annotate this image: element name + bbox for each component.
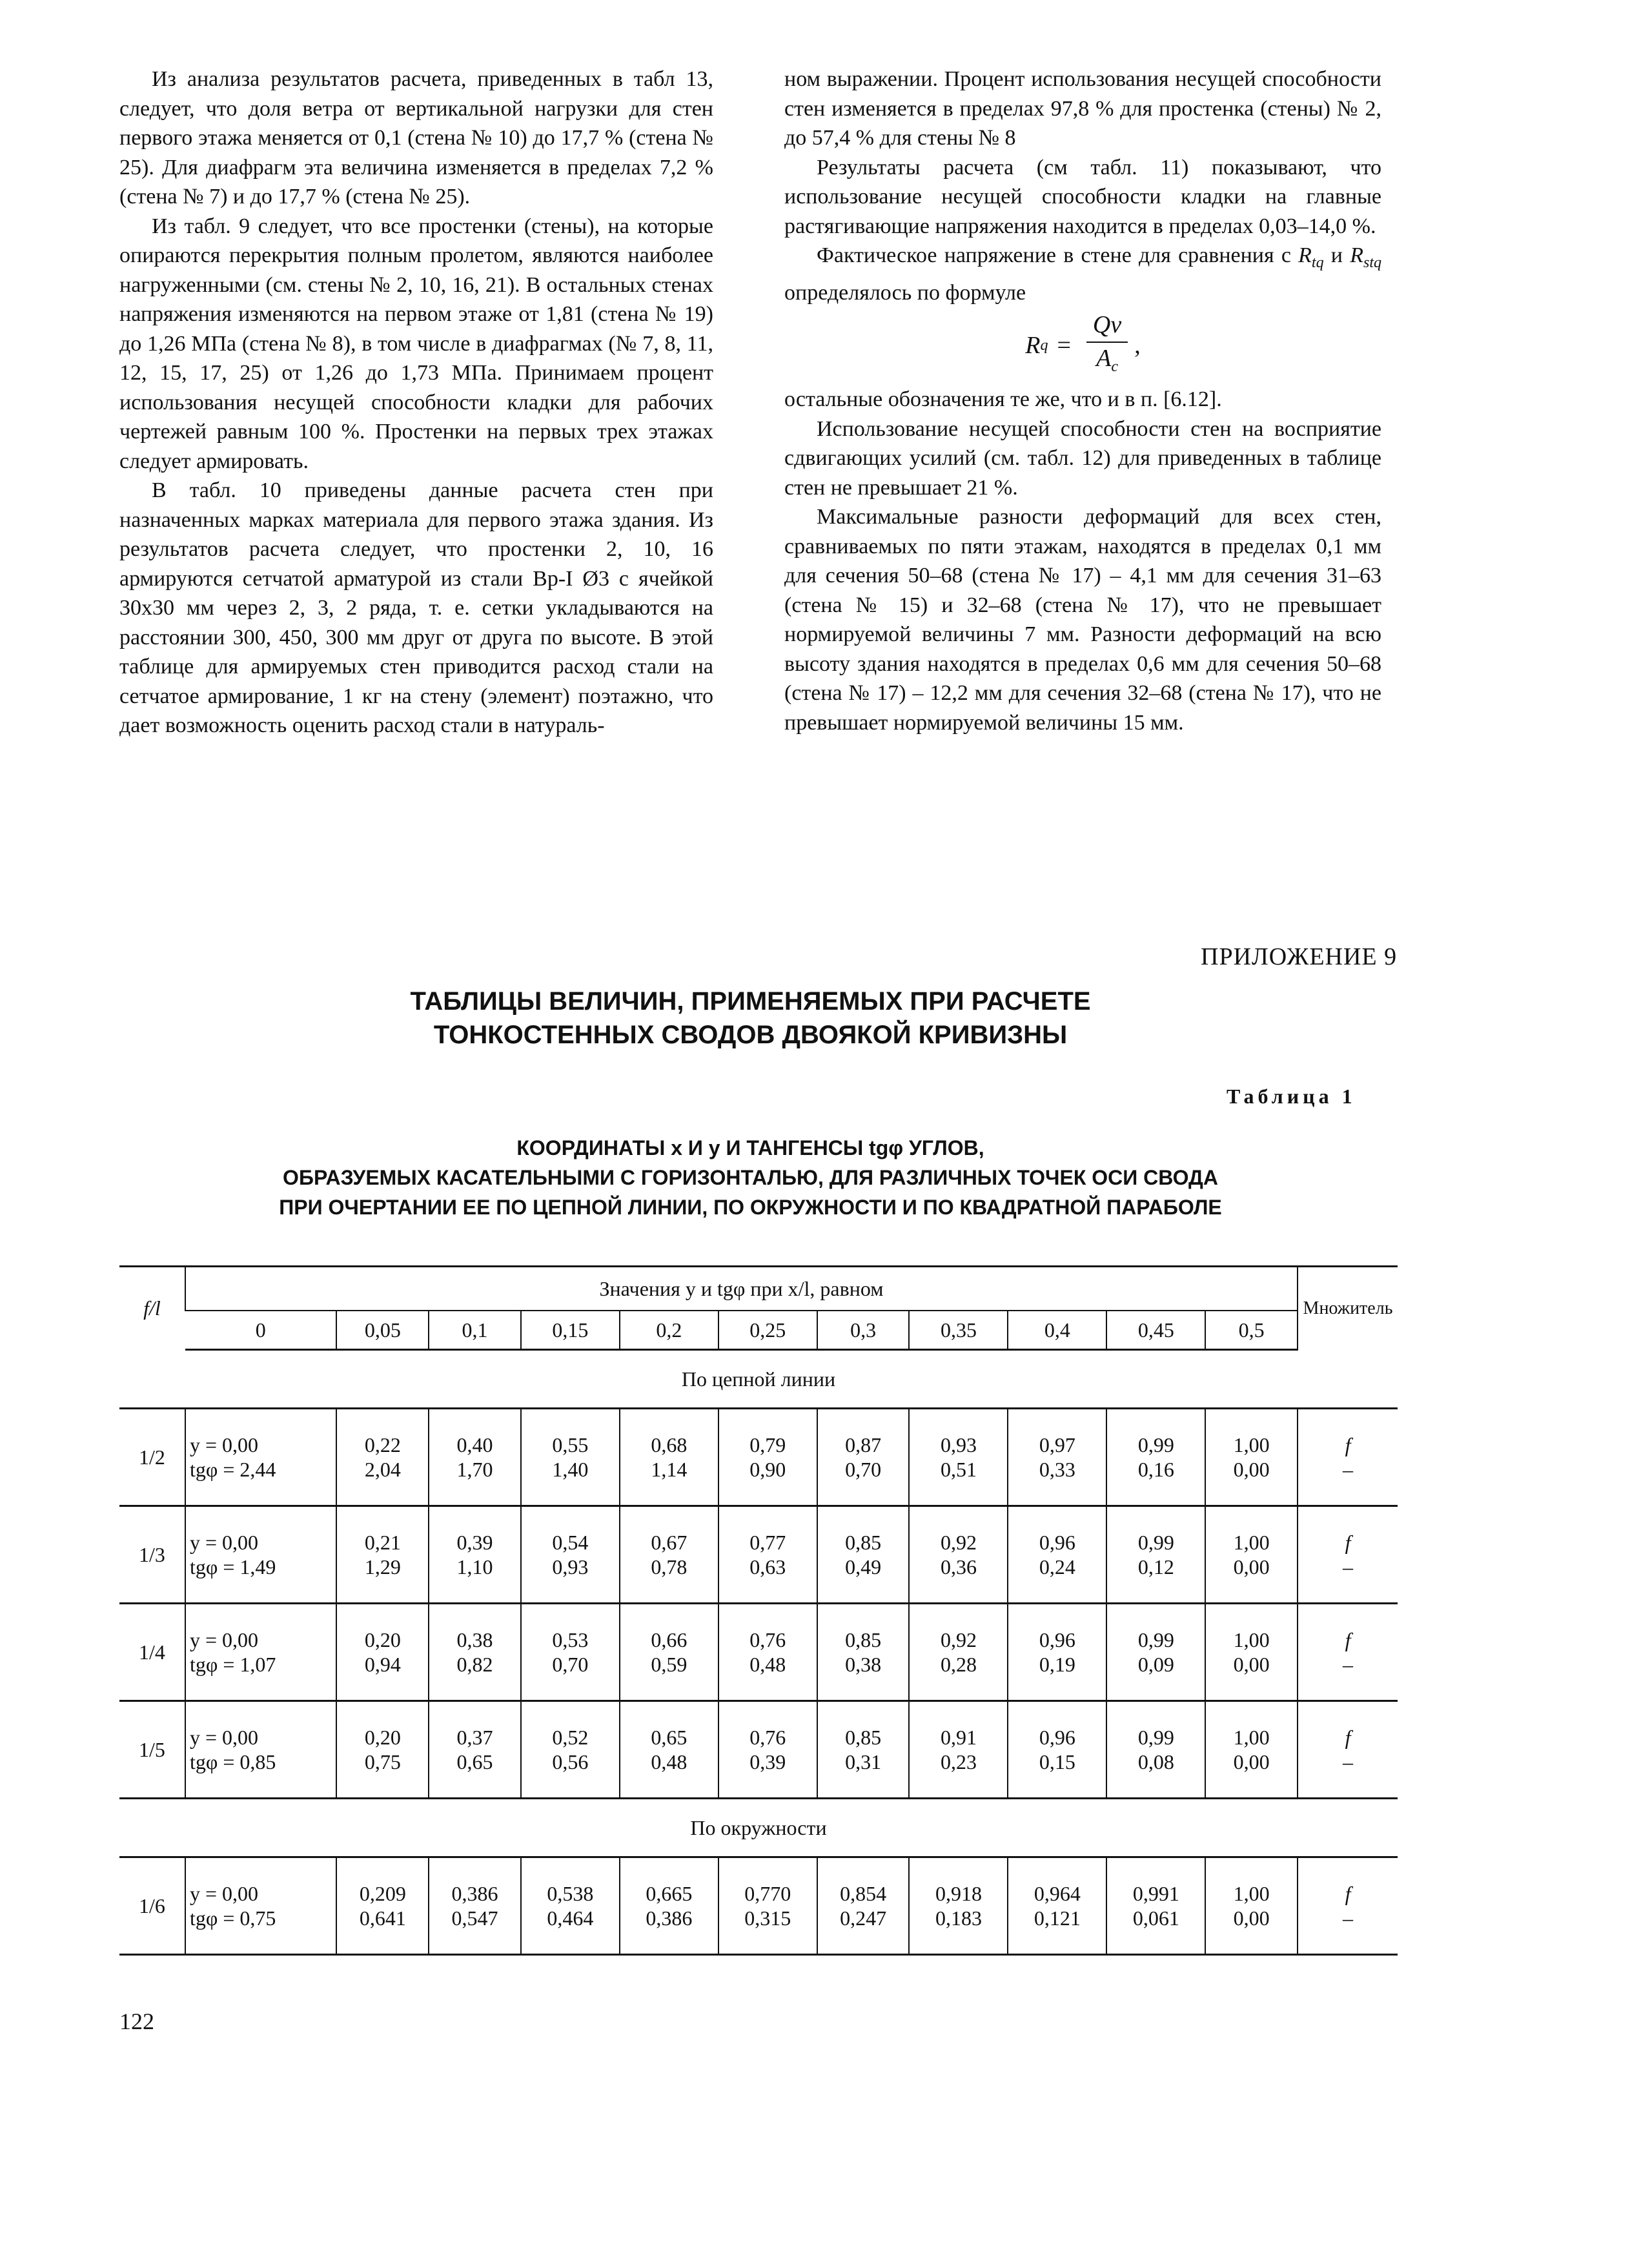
y-value: 0,38 <box>456 1628 493 1651</box>
y-value: 0,54 <box>552 1531 589 1554</box>
y-value: 0,52 <box>552 1726 589 1749</box>
value-cell <box>1106 1506 1205 1604</box>
value-cell <box>1205 1857 1298 1955</box>
value-cell <box>620 1409 718 1506</box>
value-cell <box>185 1604 337 1701</box>
value-cell <box>1008 1506 1106 1604</box>
tg-value: 0,641 <box>359 1906 406 1930</box>
value-cell <box>185 1701 337 1799</box>
tg-value: 2,04 <box>364 1458 401 1481</box>
table-row <box>119 1604 1398 1701</box>
tg-value: 0,94 <box>364 1653 401 1676</box>
section-title-line: ТОНКОСТЕННЫХ СВОДОВ ДВОЯКОЙ КРИВИЗНЫ <box>433 1021 1068 1049</box>
formula-denominator <box>1090 343 1125 382</box>
value-cell <box>1008 1857 1106 1955</box>
value-cell <box>909 1857 1008 1955</box>
value-cell <box>336 1604 429 1701</box>
symbol-r: R <box>1298 243 1312 267</box>
y-value: 0,85 <box>845 1628 882 1651</box>
table-caption <box>119 1133 1381 1222</box>
tg-value: 0,39 <box>749 1750 786 1773</box>
tg-value: 1,29 <box>364 1555 401 1578</box>
tg-value: 0,70 <box>552 1653 589 1676</box>
y-value: 0,76 <box>749 1726 786 1749</box>
y-value: 0,68 <box>651 1433 688 1456</box>
tg-value: 0,38 <box>845 1653 882 1676</box>
fl-value: 1/6 <box>139 1894 165 1917</box>
value-cell <box>185 1857 337 1955</box>
column-header: 0,25 <box>718 1311 817 1350</box>
column-header: 0,5 <box>1205 1311 1298 1350</box>
y-value: 0,40 <box>456 1433 493 1456</box>
tg-value: 1,14 <box>651 1458 688 1481</box>
y-value: 0,209 <box>359 1882 406 1905</box>
tg-value: 0,31 <box>845 1750 882 1773</box>
y-value: 0,99 <box>1137 1531 1174 1554</box>
multiplier-value: f <box>1345 1531 1351 1554</box>
value-cell <box>620 1701 718 1799</box>
value-cell <box>429 1604 521 1701</box>
column-header: 0,4 <box>1008 1311 1106 1350</box>
tg-value: 0,63 <box>749 1555 786 1578</box>
tg-value: 0,00 <box>1233 1555 1270 1578</box>
tg-value: tgφ = 0,85 <box>189 1750 276 1773</box>
paragraph-text: определялось по формуле <box>784 280 1026 305</box>
table-row <box>119 1506 1398 1604</box>
value-cell <box>185 1506 337 1604</box>
multiplier-cell <box>1298 1409 1398 1506</box>
tg-value: 0,51 <box>940 1458 977 1481</box>
value-cell <box>429 1701 521 1799</box>
y-value: 0,665 <box>646 1882 693 1905</box>
multiplier-cell <box>1298 1604 1398 1701</box>
y-value: 0,964 <box>1034 1882 1081 1905</box>
value-cell <box>817 1701 910 1799</box>
symbol-subscript: tq <box>1311 254 1324 271</box>
y-value: 0,918 <box>935 1882 982 1905</box>
appendix-heading: ПРИЛОЖЕНИЕ 9 <box>1201 943 1398 970</box>
fl-value: 1/2 <box>139 1446 165 1469</box>
multiplier-value: f <box>1345 1882 1351 1905</box>
tg-value: 0,12 <box>1137 1555 1174 1578</box>
formula-comma: , <box>1134 332 1141 360</box>
value-cell <box>336 1701 429 1799</box>
fl-value: 1/4 <box>139 1640 165 1664</box>
caption-line: КООРДИНАТЫ x И y И ТАНГЕНСЫ tgφ УГЛОВ, <box>516 1136 984 1160</box>
value-cell <box>1205 1409 1298 1506</box>
y-value: 1,00 <box>1233 1531 1270 1554</box>
tg-value: 0,547 <box>451 1906 498 1930</box>
tg-value: 0,315 <box>744 1906 791 1930</box>
tg-value: 0,00 <box>1233 1906 1270 1930</box>
value-cell <box>185 1409 337 1506</box>
formula-equals: = <box>1057 332 1071 360</box>
page-number: 122 <box>119 2008 154 2034</box>
formula <box>784 307 1381 385</box>
tg-value: 0,70 <box>845 1458 882 1481</box>
multiplier-cell <box>1298 1506 1398 1604</box>
tg-value: 0,93 <box>552 1555 589 1578</box>
column-header: 0,1 <box>429 1311 521 1350</box>
y-value: 0,76 <box>749 1628 786 1651</box>
fl-cell <box>119 1857 185 1955</box>
tg-value: 0,08 <box>1137 1750 1174 1773</box>
column-header: 0,05 <box>336 1311 429 1350</box>
table-label: Таблица 1 <box>1227 1085 1356 1108</box>
multiplier-value: – <box>1343 1458 1353 1481</box>
value-cell <box>718 1506 817 1604</box>
y-value: 0,53 <box>552 1628 589 1651</box>
value-cell <box>620 1857 718 1955</box>
formula-lhs-subscript: q <box>1040 337 1048 354</box>
y-value: 0,85 <box>845 1726 882 1749</box>
tg-value: 0,061 <box>1132 1906 1179 1930</box>
formula-numerator: Qv <box>1086 311 1128 343</box>
fl-cell <box>119 1409 185 1506</box>
value-cell <box>909 1506 1008 1604</box>
column-header: 0,35 <box>909 1311 1008 1350</box>
value-cell <box>1205 1506 1298 1604</box>
tg-value: 0,00 <box>1233 1750 1270 1773</box>
tg-value: 0,49 <box>845 1555 882 1578</box>
tg-value: 0,48 <box>651 1750 688 1773</box>
y-value: 0,770 <box>744 1882 791 1905</box>
value-cell <box>429 1506 521 1604</box>
tg-value: 0,75 <box>364 1750 401 1773</box>
value-cell <box>718 1604 817 1701</box>
tg-value: 0,16 <box>1137 1458 1174 1481</box>
symbol-r: R <box>1350 243 1363 267</box>
tg-value: 0,00 <box>1233 1653 1270 1676</box>
y-value: 1,00 <box>1233 1433 1270 1456</box>
tg-value: 0,121 <box>1034 1906 1081 1930</box>
value-cell <box>620 1604 718 1701</box>
y-value: 0,99 <box>1137 1433 1174 1456</box>
paragraph <box>784 241 1381 307</box>
value-cell <box>521 1604 620 1701</box>
y-value: 0,67 <box>651 1531 688 1554</box>
value-cell <box>817 1604 910 1701</box>
fl-value: 1/3 <box>139 1543 165 1566</box>
column-header: 0,2 <box>620 1311 718 1350</box>
y-value: 0,22 <box>364 1433 401 1456</box>
y-value: y = 0,00 <box>189 1726 258 1749</box>
y-value: 0,386 <box>451 1882 498 1905</box>
paragraph: ном выражении. Процент использования несущей способности стен изменяется в пределах 97,8 % для простенка (стены) № 2, до 57,4 % для стены № 8 <box>784 67 1381 150</box>
value-cell <box>336 1409 429 1506</box>
tg-value: 0,78 <box>651 1555 688 1578</box>
right-text-column <box>784 65 1381 737</box>
tg-value: 0,48 <box>749 1653 786 1676</box>
multiplier-value: – <box>1343 1906 1353 1930</box>
tg-value: 0,28 <box>940 1653 977 1676</box>
y-value: y = 0,00 <box>189 1433 258 1456</box>
y-value: 0,96 <box>1039 1628 1075 1651</box>
tg-value: 0,24 <box>1039 1555 1075 1578</box>
tg-value: 1,70 <box>456 1458 493 1481</box>
multiplier-value: – <box>1343 1555 1353 1578</box>
y-value: 1,00 <box>1233 1882 1270 1905</box>
value-cell <box>1008 1409 1106 1506</box>
tg-value: 0,247 <box>840 1906 887 1930</box>
tg-value: 0,386 <box>646 1906 693 1930</box>
header-multiplier: Множитель <box>1298 1267 1398 1350</box>
tg-value: tgφ = 0,75 <box>189 1906 276 1930</box>
value-cell <box>909 1701 1008 1799</box>
y-value: 0,99 <box>1137 1628 1174 1651</box>
y-value: 0,854 <box>840 1882 887 1905</box>
tg-value: 0,82 <box>456 1653 493 1676</box>
value-cell <box>909 1409 1008 1506</box>
tg-value: 0,09 <box>1137 1653 1174 1676</box>
y-value: 0,79 <box>749 1433 786 1456</box>
value-cell <box>817 1409 910 1506</box>
tg-value: 0,33 <box>1039 1458 1075 1481</box>
fl-value: 1/5 <box>139 1738 165 1761</box>
paragraph: Результаты расчета (см табл. 11) показывают, что использование несущей способности кладки на главные растягивающие напряжения находится в пределах 0,03–14,0 %. <box>784 155 1381 238</box>
value-cell <box>521 1857 620 1955</box>
header-fl: f/l <box>119 1267 185 1350</box>
table-row <box>119 1857 1398 1955</box>
y-value: 0,66 <box>651 1628 688 1651</box>
tg-value: 0,56 <box>552 1750 589 1773</box>
header-columns-row <box>119 1311 1398 1350</box>
value-cell <box>1008 1604 1106 1701</box>
multiplier-value: f <box>1345 1628 1351 1651</box>
left-text-column <box>119 65 713 741</box>
y-value: 0,91 <box>940 1726 977 1749</box>
value-cell <box>336 1857 429 1955</box>
tg-value: 0,90 <box>749 1458 786 1481</box>
paragraph-text: Фактическое напряжение в стене для сравнения с <box>817 243 1291 267</box>
value-cell <box>817 1857 910 1955</box>
y-value: 0,92 <box>940 1531 977 1554</box>
y-value: 0,55 <box>552 1433 589 1456</box>
y-value: y = 0,00 <box>189 1628 258 1651</box>
paragraph: Использование несущей способности стен на восприятие сдвигающих усилий (см. табл. 12) для приведенных в таблице стен не превышает 21 %. <box>784 416 1381 500</box>
value-cell <box>429 1409 521 1506</box>
value-cell <box>336 1506 429 1604</box>
tg-value: 0,15 <box>1039 1750 1075 1773</box>
value-cell <box>909 1604 1008 1701</box>
y-value: 0,96 <box>1039 1726 1075 1749</box>
value-cell <box>817 1506 910 1604</box>
header-values: Значения y и tgφ при x/l, равном <box>185 1267 1298 1311</box>
value-cell <box>1008 1701 1106 1799</box>
y-value: 0,93 <box>940 1433 977 1456</box>
value-cell <box>429 1857 521 1955</box>
section-label: По цепной линии <box>119 1350 1398 1409</box>
paragraph: Из анализа результатов расчета, приведенных в табл 13, следует, что доля ветра от вертикальной нагрузки для стен первого этажа меняется от 0,1 (стена № 10) до 17,7 % (стена № 25). Для диафрагм эта величина изменяется в пределах 7,2 % (стена № 7) и до 17,7 % (стена № 25). <box>119 67 713 209</box>
tg-value: 1,10 <box>456 1555 493 1578</box>
multiplier-value: f <box>1345 1433 1351 1456</box>
y-value: 0,65 <box>651 1726 688 1749</box>
y-value: 0,20 <box>364 1726 401 1749</box>
y-value: 0,20 <box>364 1628 401 1651</box>
tg-value: 0,23 <box>940 1750 977 1773</box>
y-value: 0,92 <box>940 1628 977 1651</box>
multiplier-cell <box>1298 1857 1398 1955</box>
fl-cell <box>119 1604 185 1701</box>
paragraph: Максимальные разности деформаций для всех стен, сравниваемых по пяти этажам, находятся в пределах 0,1 мм для сечения 50–68 (стена № 17) – 4,1 мм для сечения 31–63 (стена № 15) и 32–68 (стена № 17), что не превышает нормируемой величины 7 мм. Разности деформаций на всю высоту здания находятся в пределах 0,6 мм для сечения 50–68 (стена № 17) – 12,2 мм для сечения 32–68 (стена № 17), что не превышает нормируемой величины 15 мм. <box>784 505 1381 735</box>
y-value: 0,538 <box>547 1882 594 1905</box>
value-cell <box>1205 1604 1298 1701</box>
value-cell <box>1106 1604 1205 1701</box>
column-header: 0 <box>185 1311 337 1350</box>
table-row <box>119 1409 1398 1506</box>
tg-value: 0,65 <box>456 1750 493 1773</box>
formula-fraction <box>1086 311 1128 382</box>
tg-value: 0,00 <box>1233 1458 1270 1481</box>
y-value: 0,991 <box>1132 1882 1179 1905</box>
caption-line: ПРИ ОЧЕРТАНИИ ЕЕ ПО ЦЕПНОЙ ЛИНИИ, ПО ОКРУЖНОСТИ И ПО КВАДРАТНОЙ ПАРАБОЛЕ <box>279 1196 1222 1219</box>
symbol-subscript: stq <box>1363 254 1381 271</box>
tg-value: 0,36 <box>940 1555 977 1578</box>
column-header: 0,15 <box>521 1311 620 1350</box>
paragraph: В табл. 10 приведены данные расчета стен при назначенных марках материала для первого этажа здания. Из результатов расчета следует, что простенки 2, 10, 16 армируются сетчатой арматурой из стали Вр-I Ø3 с ячейкой 30x30 мм через 2, 3, 2 ряда, т. е. сетки укладываются на расстоянии 300, 450, 300 мм друг от друга по высоте. В этой таблице для армируемых стен приводится расход стали на сетчатое армирование, 1 кг на стену (элемент) поэтажно, что дает возможность оценить расход стали в натураль- <box>119 478 713 737</box>
formula-denominator-subscript: c <box>1111 358 1119 375</box>
value-cell <box>1106 1701 1205 1799</box>
value-cell <box>1106 1409 1205 1506</box>
value-cell <box>718 1857 817 1955</box>
column-header: 0,45 <box>1106 1311 1205 1350</box>
value-cell <box>1106 1857 1205 1955</box>
table-body-circle <box>119 1799 1398 1955</box>
formula-lhs: R <box>1025 332 1041 360</box>
value-cell <box>718 1409 817 1506</box>
y-value: 0,37 <box>456 1726 493 1749</box>
tg-value: 0,59 <box>651 1653 688 1676</box>
tg-value: 1,40 <box>552 1458 589 1481</box>
table-row <box>119 1701 1398 1799</box>
paragraph: остальные обозначения те же, что и в п. [6.12]. <box>784 387 1222 411</box>
y-value: 0,96 <box>1039 1531 1075 1554</box>
conjunction: и <box>1323 243 1350 267</box>
y-value: 0,97 <box>1039 1433 1075 1456</box>
tg-value: 0,183 <box>935 1906 982 1930</box>
section-title-line: ТАБЛИЦЫ ВЕЛИЧИН, ПРИМЕНЯЕМЫХ ПРИ РАСЧЕТЕ <box>410 987 1091 1016</box>
tg-value: tgφ = 1,07 <box>189 1653 276 1676</box>
tg-value: 0,464 <box>547 1906 594 1930</box>
y-value: 0,77 <box>749 1531 786 1554</box>
value-cell <box>521 1506 620 1604</box>
value-cell <box>1205 1701 1298 1799</box>
multiplier-value: – <box>1343 1653 1353 1676</box>
y-value: 0,87 <box>845 1433 882 1456</box>
section-title <box>119 985 1381 1052</box>
y-value: 0,39 <box>456 1531 493 1554</box>
coordinates-table <box>119 1265 1398 1956</box>
value-cell <box>521 1409 620 1506</box>
y-value: y = 0,00 <box>189 1531 258 1554</box>
paragraph: Из табл. 9 следует, что все простенки (стены), на которые опираются перекрытия полным пролетом, являются наиболее нагруженными (см. стены № 2, 10, 16, 21). В остальных стенах напряжения изменяются на первом этаже от 1,81 (стена № 19) до 1,26 МПа (стена № 8), в том числе в диафрагмах (№ 7, 8, 11, 12, 15, 17, 25) от 1,26 до 1,73 МПа. Принимаем процент использования несущей способности кладки для рабочих чертежей равным 100 %. Простенки на первых трех этажах следует армировать. <box>119 214 713 473</box>
multiplier-cell <box>1298 1701 1398 1799</box>
value-cell <box>521 1701 620 1799</box>
y-value: 0,85 <box>845 1531 882 1554</box>
tg-value: tgφ = 1,49 <box>189 1555 276 1578</box>
tg-value: tgφ = 2,44 <box>189 1458 276 1481</box>
multiplier-value: – <box>1343 1750 1353 1773</box>
column-header: 0,3 <box>817 1311 910 1350</box>
y-value: 1,00 <box>1233 1628 1270 1651</box>
section-label: По окружности <box>119 1799 1398 1857</box>
multiplier-value: f <box>1345 1726 1351 1749</box>
tg-value: 0,19 <box>1039 1653 1075 1676</box>
fl-cell <box>119 1701 185 1799</box>
y-value: y = 0,00 <box>189 1882 258 1905</box>
table-body-catenary <box>119 1350 1398 1799</box>
y-value: 0,21 <box>364 1531 401 1554</box>
caption-line: ОБРАЗУЕМЫХ КАСАТЕЛЬНЫМИ С ГОРИЗОНТАЛЬЮ, ДЛЯ РАЗЛИЧНЫХ ТОЧЕК ОСИ СВОДА <box>283 1166 1218 1189</box>
value-cell <box>718 1701 817 1799</box>
y-value: 0,99 <box>1137 1726 1174 1749</box>
value-cell <box>620 1506 718 1604</box>
formula-denominator-main: A <box>1096 344 1112 372</box>
y-value: 1,00 <box>1233 1726 1270 1749</box>
fl-cell <box>119 1506 185 1604</box>
